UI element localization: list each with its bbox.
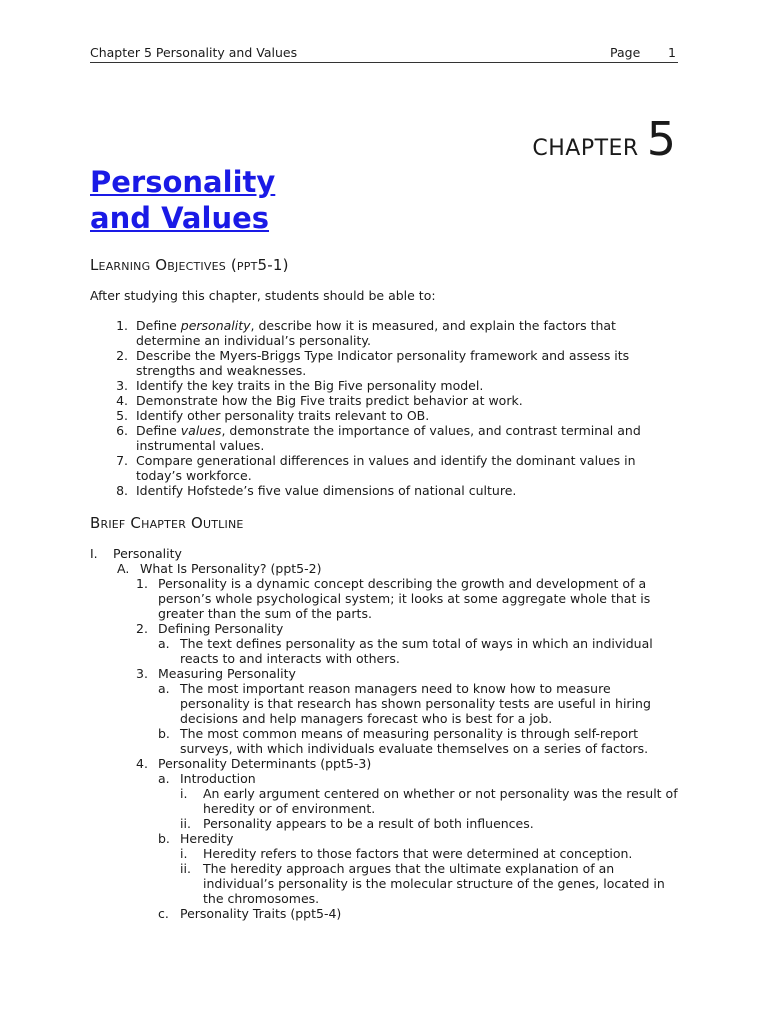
objective-item <box>108 483 668 498</box>
outline-marker: ii. <box>180 861 191 876</box>
outline-text: The heredity approach argues that the ultimate explanation of an individual’s personality is the molecular structure of the genes, located in the chromosomes. <box>203 861 665 906</box>
outline-row <box>90 756 678 771</box>
objective-number: 7. <box>116 453 128 468</box>
outline-row <box>90 576 678 621</box>
outline-marker: 2. <box>136 621 148 636</box>
outline-text: Defining Personality <box>158 621 284 636</box>
outline-text: What Is Personality? (ppt5-2) <box>140 561 322 576</box>
outline-text: The text defines personality as the sum total of ways in which an individual reacts to and interacts with others. <box>180 636 653 666</box>
outline-marker: 3. <box>136 666 148 681</box>
outline-row <box>90 681 678 726</box>
outline-marker: A. <box>117 561 130 576</box>
outline-row <box>90 546 678 561</box>
objective-text: Demonstrate how the Big Five traits predict behavior at work. <box>136 393 523 408</box>
objective-text: Identify Hofstede’s five value dimensions of national culture. <box>136 483 517 498</box>
objective-text-cont: , demonstrate the importance of values, and contrast terminal and instrumental values. <box>136 423 641 453</box>
outline-marker: 1. <box>136 576 148 591</box>
outline-row <box>90 621 678 636</box>
objective-item <box>108 393 668 408</box>
chapter-number: 5 <box>646 112 676 166</box>
objective-item <box>108 423 668 453</box>
outline-text: The most common means of measuring personality is through self-report surveys, with which individuals evaluate themselves on a series of factors. <box>180 726 649 756</box>
outline-row <box>90 906 678 921</box>
objectives-intro: After studying this chapter, students should be able to: <box>90 288 436 303</box>
objective-text: Define <box>136 423 181 438</box>
outline-row <box>90 636 678 666</box>
objective-number: 6. <box>116 423 128 438</box>
outline-text: An early argument centered on whether or not personality was the result of heredity or of environment. <box>203 786 678 816</box>
learning-objectives-heading: Learning Objectives (ppt5-1) <box>90 256 289 274</box>
outline-text: Heredity refers to those factors that were determined at conception. <box>203 846 633 861</box>
objective-text: Identify the key traits in the Big Five personality model. <box>136 378 484 393</box>
outline-marker: a. <box>158 771 170 786</box>
outline-text: Personality appears to be a result of both influences. <box>203 816 534 831</box>
objective-item <box>108 378 668 393</box>
outline-text: Personality Traits (ppt5-4) <box>180 906 342 921</box>
outline-row <box>90 771 678 786</box>
objective-text: Compare generational differences in values and identify the dominant values in today’s workforce. <box>136 453 636 483</box>
objective-term: personality <box>180 318 251 333</box>
outline-row <box>90 846 678 861</box>
chapter-title-line2: and Values <box>90 201 270 235</box>
outline-row <box>90 816 678 831</box>
objective-item <box>108 348 668 378</box>
outline-row <box>90 561 678 576</box>
objective-number: 8. <box>116 483 128 498</box>
outline-marker: i. <box>180 786 188 801</box>
objective-text: Describe the Myers-Briggs Type Indicator personality framework and assess its strengths and weaknesses. <box>136 348 630 378</box>
outline-marker: I. <box>90 546 98 561</box>
outline-text: Introduction <box>180 771 256 786</box>
chapter-title-line1: Personality <box>90 165 276 199</box>
objective-text-cont: , describe how it is measured, and explain the factors that determine an individual’s personality. <box>136 318 616 348</box>
outline-marker: a. <box>158 636 170 651</box>
objective-number: 3. <box>116 378 128 393</box>
chapter-outline <box>90 546 678 921</box>
objective-item <box>108 318 668 348</box>
objective-item <box>108 453 668 483</box>
outline-text: Personality Determinants (ppt5-3) <box>158 756 372 771</box>
outline-marker: 4. <box>136 756 148 771</box>
outline-marker: c. <box>158 906 169 921</box>
header-page-number: 1 <box>668 45 676 60</box>
objective-number: 2. <box>116 348 128 363</box>
outline-row <box>90 726 678 756</box>
chapter-word: CHAPTER <box>532 136 639 161</box>
objective-number: 4. <box>116 393 128 408</box>
running-header <box>90 44 678 63</box>
outline-row <box>90 666 678 681</box>
outline-marker: a. <box>158 681 170 696</box>
outline-marker: i. <box>180 846 188 861</box>
header-title: Chapter 5 Personality and Values <box>90 45 298 60</box>
outline-heading: Brief Chapter Outline <box>90 514 244 532</box>
objective-term: values <box>180 423 222 438</box>
objective-item <box>108 408 668 423</box>
header-page-label: Page <box>610 45 641 60</box>
objective-number: 1. <box>116 318 128 333</box>
objectives-list <box>108 318 668 498</box>
outline-row <box>90 786 678 816</box>
objective-number: 5. <box>116 408 128 423</box>
outline-marker: b. <box>158 831 170 846</box>
outline-row <box>90 861 678 906</box>
chapter-label <box>532 112 676 166</box>
outline-text: The most important reason managers need to know how to measure personality is that research has shown personality tests are useful in hiring decisions and help managers forecast who is best for a job. <box>180 681 651 726</box>
outline-text: Measuring Personality <box>158 666 296 681</box>
chapter-title <box>90 164 275 236</box>
outline-row <box>90 831 678 846</box>
objective-text: Identify other personality traits relevant to OB. <box>136 408 430 423</box>
outline-text: Personality <box>113 546 182 561</box>
outline-text: Personality is a dynamic concept describing the growth and development of a person’s whole psychological system; it looks at some aggregate whole that is greater than the sum of the parts. <box>158 576 651 621</box>
outline-marker: ii. <box>180 816 191 831</box>
objective-text: Define <box>136 318 181 333</box>
outline-marker: b. <box>158 726 170 741</box>
outline-text: Heredity <box>180 831 234 846</box>
